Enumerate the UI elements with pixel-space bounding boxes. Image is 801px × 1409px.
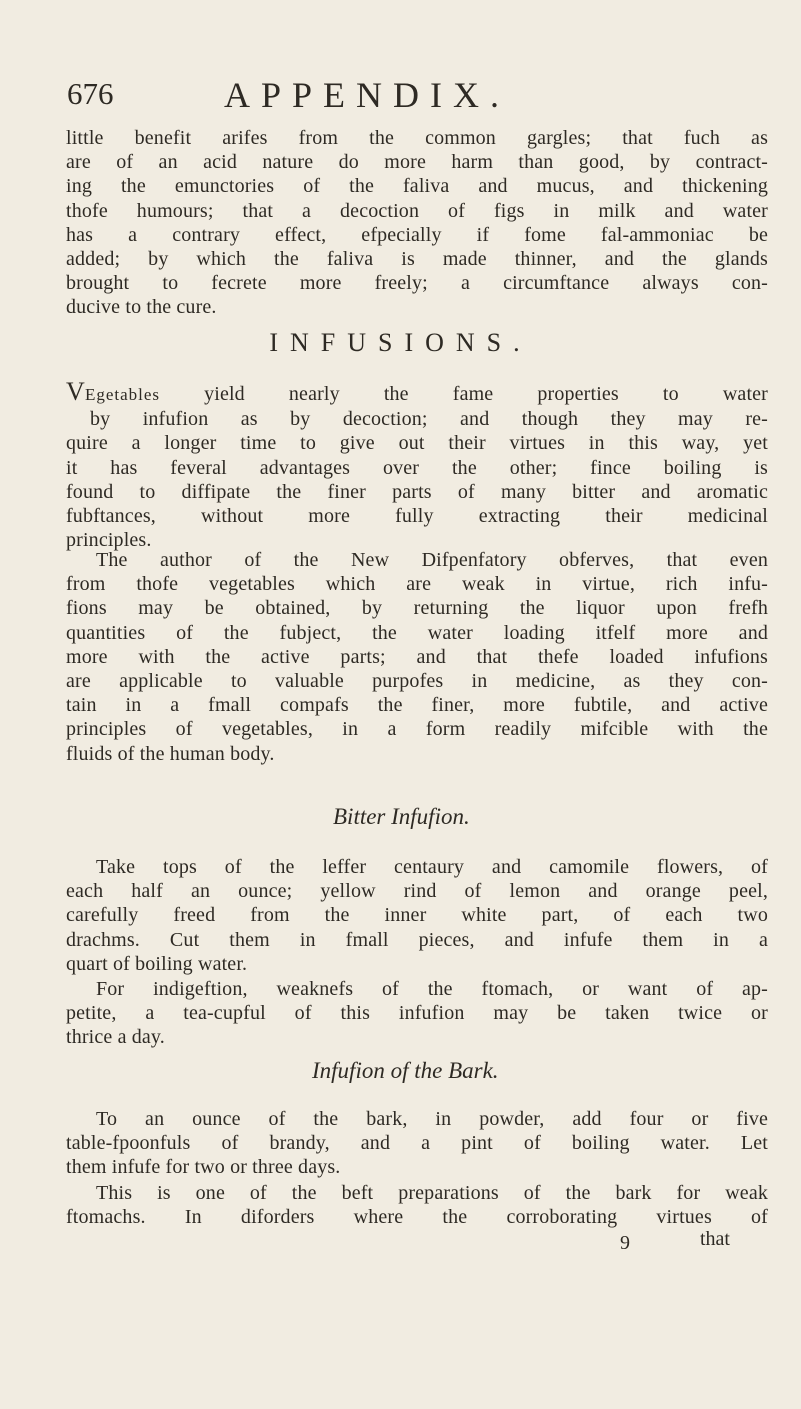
infusions-paragraph-2 (66, 548, 768, 766)
text-line: petite, a tea-cupful of this infufion may be taken twice or (66, 1002, 768, 1025)
text-line: from thofe vegetables which are weak in virtue, rich infu- (66, 573, 768, 596)
text-line: principles of vegetables, in a form readily mifcible with the (66, 718, 768, 741)
text-line: table-fpoonfuls of brandy, and a pint of boiling water. Let (66, 1132, 768, 1155)
bark-paragraph-2 (66, 1181, 768, 1229)
text-line: fluids of the human body. (66, 742, 275, 765)
text-line: tain in a fmall compafs the finer, more fubtile, and active (66, 694, 768, 717)
drop-cap: V (66, 377, 85, 406)
subheading-bitter-infusion: Bitter Infufion. (333, 804, 470, 829)
text-line: little benefit arifes from the common gargles; that fuch as (66, 127, 768, 149)
text-line: ing the emunctories of the faliva and mucus, and thickening (66, 175, 768, 198)
text-line: has a contrary effect, efpecially if fome fal-ammoniac be (66, 223, 768, 246)
catchword: that (700, 1228, 730, 1250)
text-line: thofe humours; that a decoction of figs in milk and water (66, 199, 768, 222)
text-line: To an ounce of the bark, in powder, add four or five (96, 1108, 768, 1130)
running-head: APPENDIX. (224, 75, 511, 115)
text-line: carefully freed from the inner white part, of each two (66, 904, 768, 927)
text-line: fions may be obtained, by returning the liquor upon frefh (66, 597, 768, 620)
text-line: principles. (66, 529, 152, 552)
text-fragment: yield nearly the fame properties to water (160, 383, 768, 405)
text-line: are of an acid nature do more harm than good, by contract- (66, 151, 768, 174)
small-caps-word: Egetables (84, 385, 161, 404)
text-line: ducive to the cure. (66, 296, 217, 319)
bitter-paragraph-1 (66, 855, 768, 976)
text-line: The author of the New Difpenfatory obferves, that even (96, 549, 768, 571)
text-line: ftomachs. In diforders where the corroborating virtues of (66, 1206, 768, 1229)
text-line: more with the active parts; and that thefe loaded infufions (66, 645, 768, 668)
page-header (67, 72, 757, 116)
bitter-paragraph-2 (66, 977, 768, 1050)
text-line: For indigeftion, weaknefs of the ftomach, or want of ap- (96, 978, 768, 1000)
text-line: added; by which the faliva is made thinner, and the glands (66, 248, 768, 271)
text-line: it has feveral advantages over the other; fince boiling is (66, 456, 768, 479)
text-line: them infufe for two or three days. (66, 1156, 341, 1179)
text-line: This is one of the beft preparations of the bark for weak (96, 1182, 768, 1204)
text-line: fubftances, without more fully extracting their medicinal (66, 505, 768, 528)
infusions-paragraph-1 (66, 377, 768, 552)
text-line (66, 377, 768, 407)
section-heading-infusions: INFUSIONS. (269, 328, 532, 357)
text-line: thrice a day. (66, 1026, 165, 1049)
text-line: quantities of the fubject, the water loading itfelf more and (66, 621, 768, 644)
signature-mark: 9 (620, 1232, 630, 1254)
text-line: each half an ounce; yellow rind of lemon and orange peel, (66, 880, 768, 903)
text-line: quire a longer time to give out their virtues in this way, yet (66, 432, 768, 455)
text-line: are applicable to valuable purpofes in medicine, as they con- (66, 670, 768, 693)
text-line: brought to fecrete more freely; a circumftance always con- (66, 272, 768, 295)
page-number: 676 (67, 76, 114, 111)
text-line: Take tops of the leffer centaury and camomile flowers, of (96, 856, 768, 878)
text-line: drachms. Cut them in fmall pieces, and infufe them in a (66, 928, 768, 951)
text-line: by infufion as by decoction; and though they may re- (90, 408, 768, 431)
bark-paragraph-1 (66, 1107, 768, 1180)
subheading-bark-infusion: Infufion of the Bark. (312, 1058, 499, 1083)
text-line: quart of boiling water. (66, 952, 248, 975)
intro-paragraph (66, 126, 768, 320)
text-line: found to diffipate the finer parts of many bitter and aromatic (66, 480, 768, 503)
